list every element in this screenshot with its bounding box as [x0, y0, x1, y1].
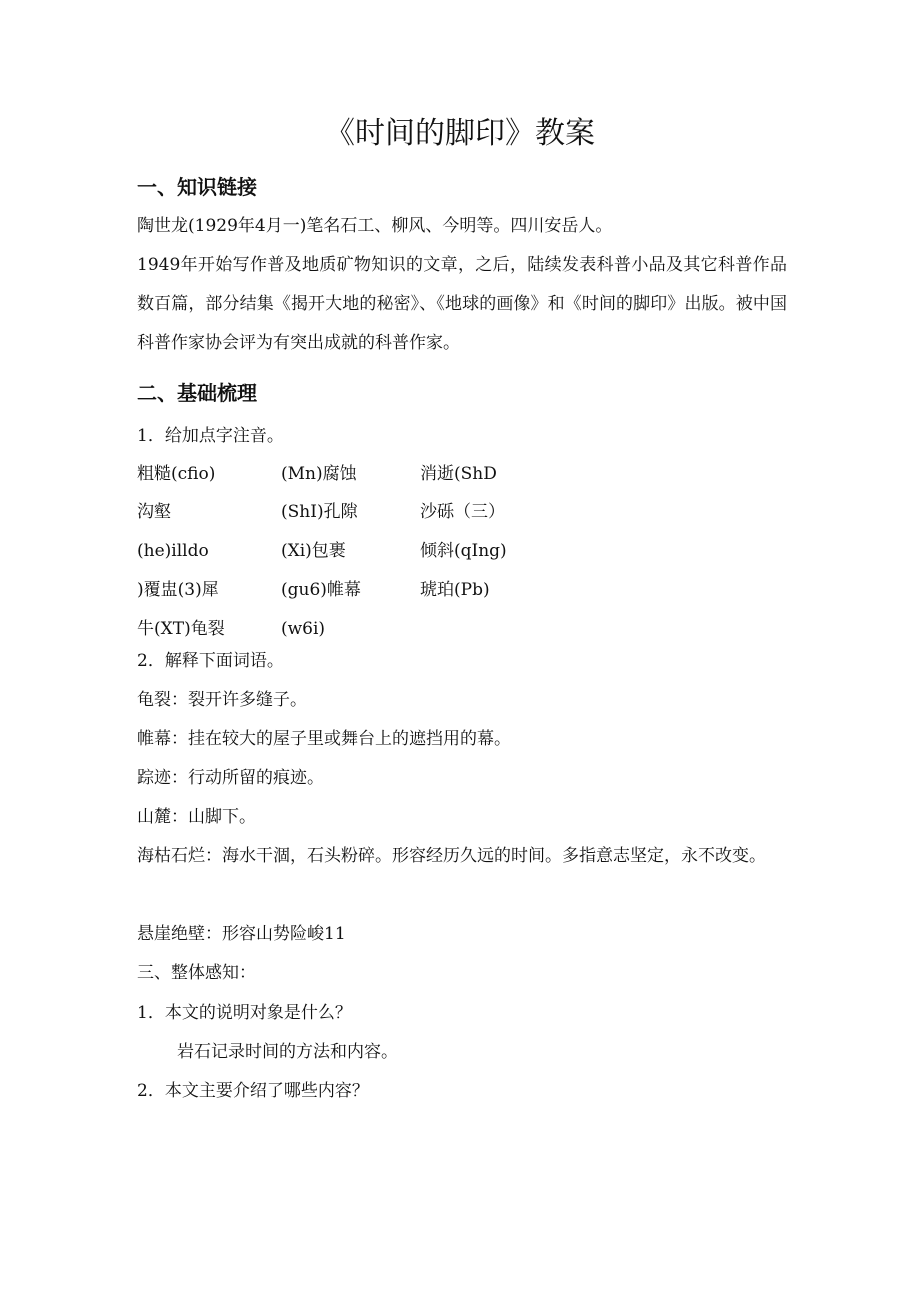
section-heading-knowledge-link: 一、知识链接 — [137, 175, 257, 199]
pinyin-item: (gu6)帷幕 — [281, 580, 361, 600]
author-intro-line: 陶世龙(1929年4月一)笔名石工、柳风、今明等。四川安岳人。 — [137, 216, 613, 236]
question-pinyin: 1．给加点字注音。 — [137, 426, 284, 446]
section-heading-overall: 三、整体感知： — [137, 963, 256, 983]
term-definition: 悬崖绝壁：形容山势险峻11 — [137, 924, 346, 944]
pinyin-item: 沟壑 — [137, 502, 171, 522]
term-definition: 海枯石烂：海水干涸，石头粉碎。形容经历久远的时间。多指意志坚定，永不改变。 — [137, 846, 766, 866]
term-definition: 帷幕：挂在较大的屋子里或舞台上的遮挡用的幕。 — [137, 729, 511, 749]
question-content: 2．本文主要介绍了哪些内容？ — [137, 1081, 369, 1101]
pinyin-item: (Mn)腐蚀 — [281, 464, 357, 484]
document-title: 《时间的脚印》教案 — [325, 116, 595, 151]
term-definition: 龟裂：裂开许多缝子。 — [137, 690, 307, 710]
pinyin-item: )覆盅(3)犀 — [137, 580, 219, 600]
question-explain-words: 2．解释下面词语。 — [137, 651, 284, 671]
pinyin-item: (Xi)包裹 — [281, 541, 346, 561]
pinyin-item: 消逝(ShD — [420, 464, 497, 484]
answer-subject: 岩石记录时间的方法和内容。 — [177, 1042, 398, 1062]
author-works-paragraph: 1949年开始写作普及地质矿物知识的文章，之后，陆续发表科普小品及其它科普作品数百篇，部分结集《揭开大地的秘密》、《地球的画像》和《时间的脚印》出版。被中国科普作家协会评为有突出成就的科普作家。 — [137, 255, 787, 353]
pinyin-item: (w6i) — [281, 619, 326, 639]
section-heading-basics: 二、基础梳理 — [137, 381, 257, 405]
pinyin-item: (he)illdo — [137, 541, 209, 561]
pinyin-item: (ShI)孔隙 — [281, 502, 358, 522]
term-definition: 山麓：山脚下。 — [137, 807, 256, 827]
question-subject: 1．本文的说明对象是什么？ — [137, 1003, 352, 1023]
term-definition: 踪迹：行动所留的痕迹。 — [137, 768, 324, 788]
pinyin-item: 粗糙(cfio) — [137, 464, 216, 484]
pinyin-item: 牛(XT)龟裂 — [137, 619, 225, 639]
pinyin-item: 琥珀(Pb) — [420, 580, 490, 600]
pinyin-item: 沙砾（三） — [420, 502, 505, 522]
pinyin-item: 倾斜(qIng) — [420, 541, 507, 561]
